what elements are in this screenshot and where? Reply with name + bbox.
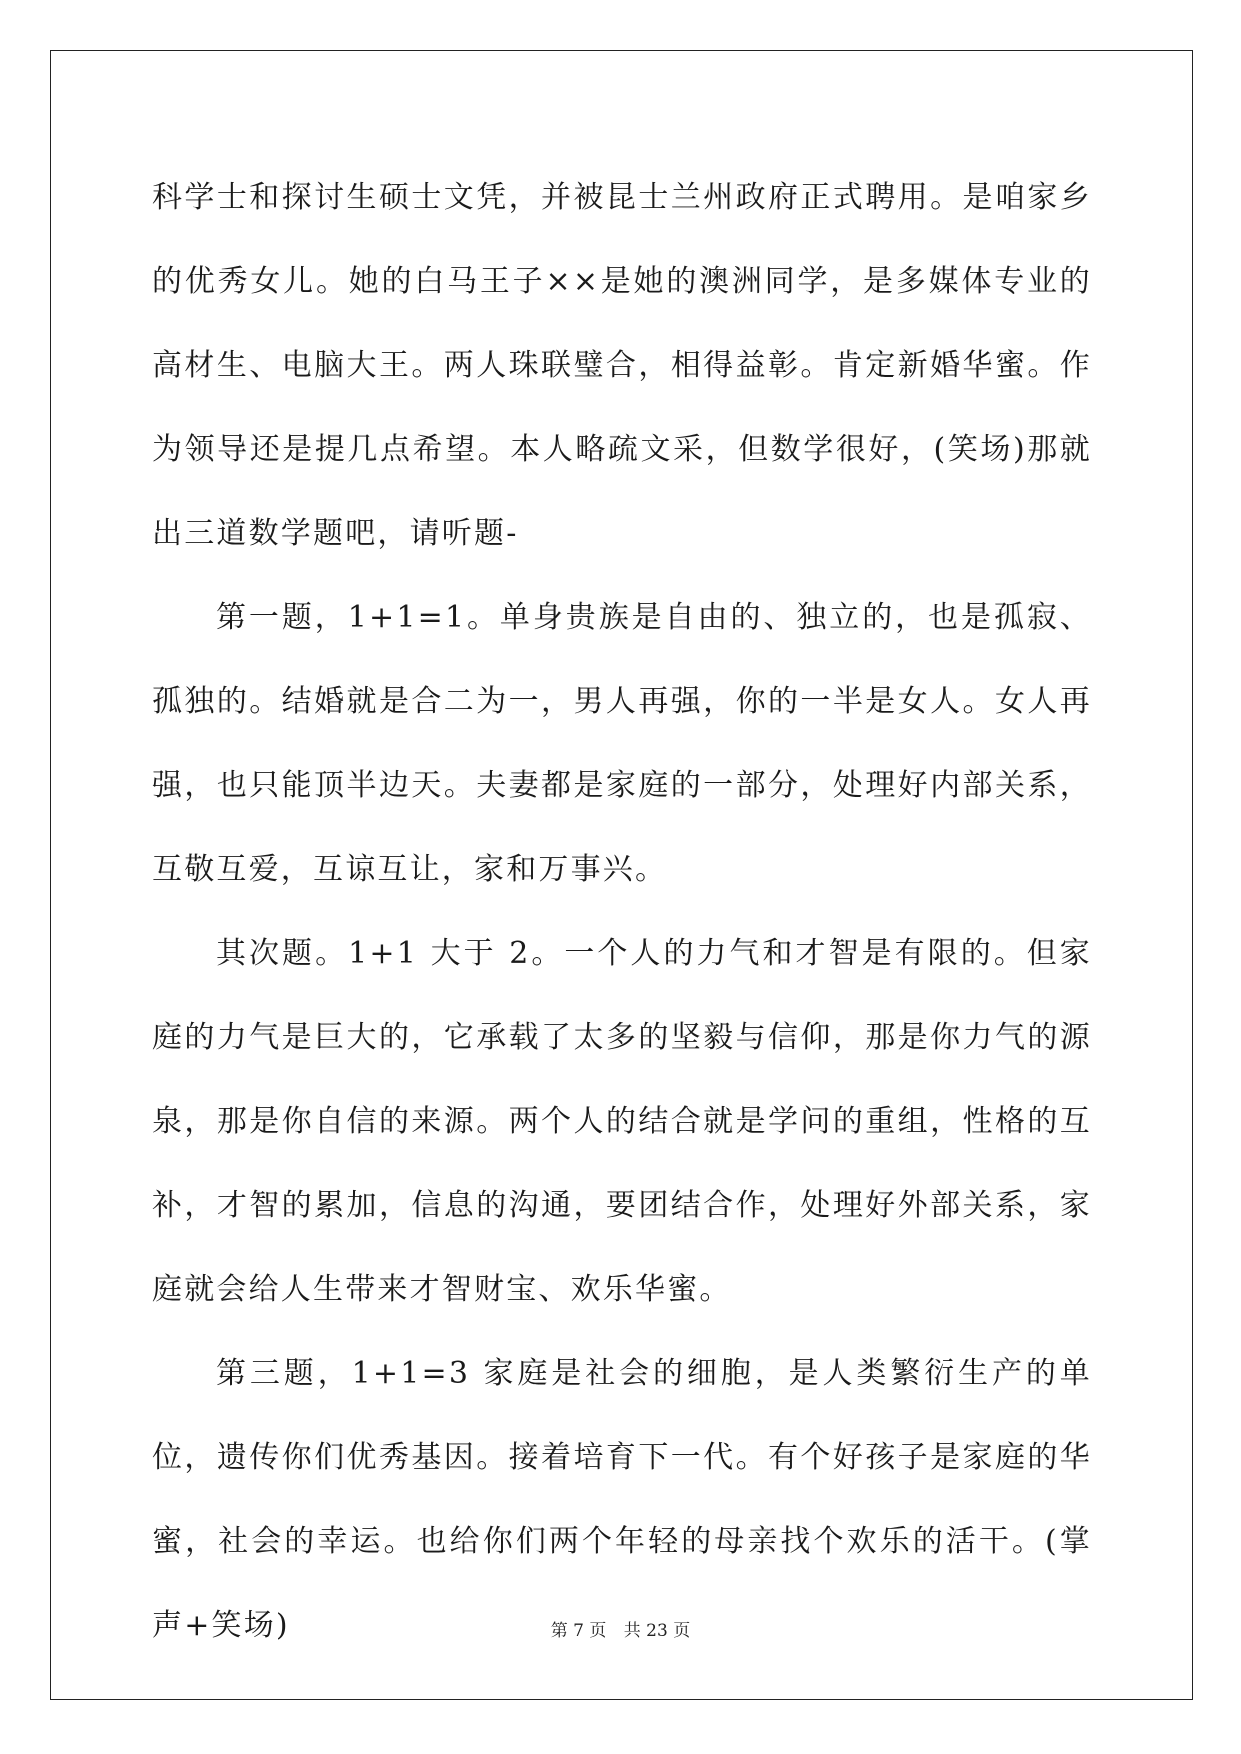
page-total: 共 23 页: [623, 1621, 691, 1641]
paragraph-continuation: 科学士和探讨生硕士文凭，并被昆士兰州政府正式聘用。是咱家乡的优秀女儿。她的白马王子××是她的澳洲同学，是多媒体专业的高材生、电脑大王。两人珠联璧合，相得益彰。肯定新婚华蜜。作为领导还是提几点希望。本人略疏文采，但数学很好，(笑场)那就出三道数学题吧，请听题-: [152, 180, 1092, 551]
paragraph-question-two: 其次题。1+1 大于 2。一个人的力气和才智是有限的。但家庭的力气是巨大的，它承载了太多的坚毅与信仰，那是你力气的源泉，那是你自信的来源。两个人的结合就是学问的重组，性格的互补，才智的累加，信息的沟通，要团结合作，处理好外部关系，家庭就会给人生带来才智财宝、欢乐华蜜。: [152, 936, 1092, 1307]
page-number: 第 7 页: [550, 1621, 607, 1641]
paragraph-question-one: 第一题，1+1=1。单身贵族是自由的、独立的，也是孤寂、孤独的。结婚就是合二为一，男人再强，你的一半是女人。女人再强，也只能顶半边天。夫妻都是家庭的一部分，处理好内部关系，互敬互爱，互谅互让，家和万事兴。: [152, 600, 1092, 887]
paragraph-question-three: 第三题，1+1=3 家庭是社会的细胞，是人类繁衍生产的单位，遗传你们优秀基因。接着培育下一代。有个好孩子是家庭的华蜜，社会的幸运。也给你们两个年轻的母亲找个欢乐的活干。(掌声+笑场): [152, 1356, 1092, 1643]
page-footer: [0, 1616, 1241, 1641]
document-body: [152, 156, 1092, 1668]
